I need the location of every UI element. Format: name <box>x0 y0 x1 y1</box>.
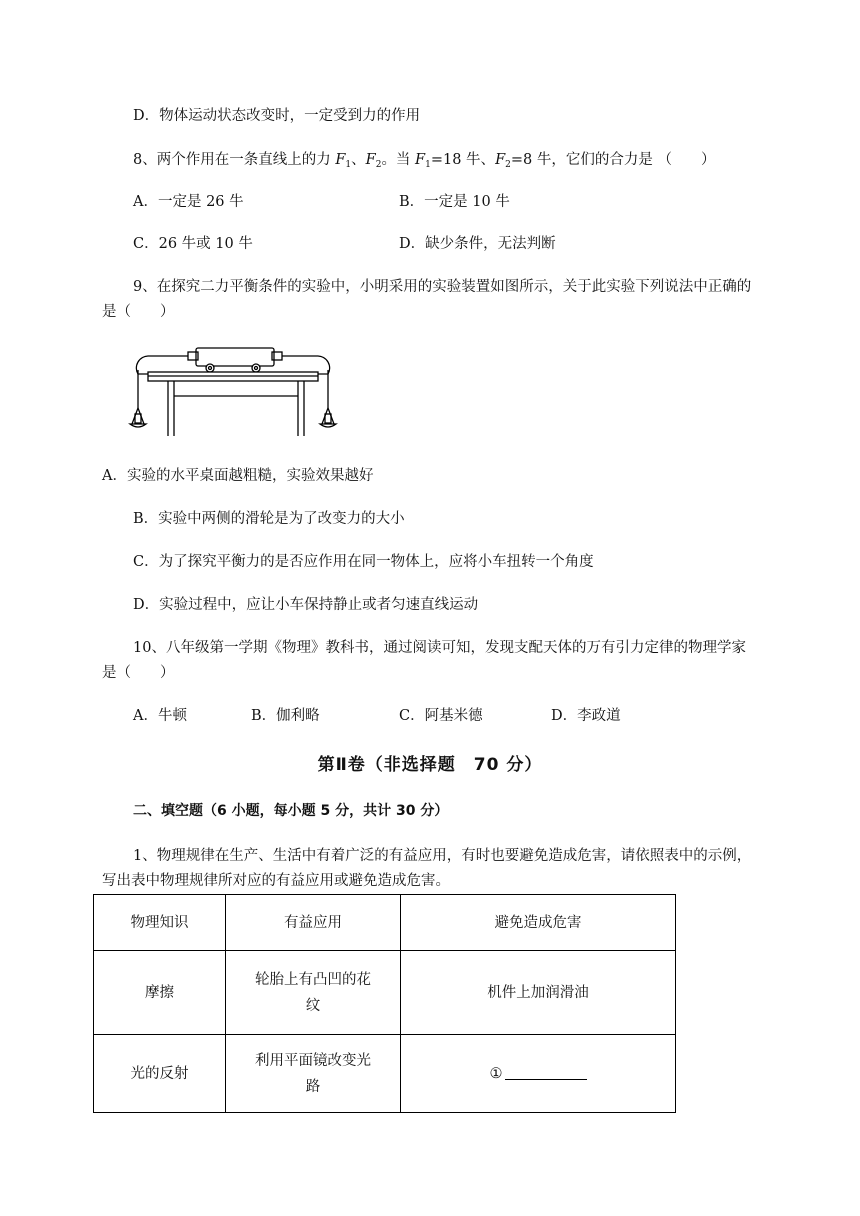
cart-wheel-left <box>206 364 214 372</box>
q8-option-a: A．一定是 26 牛 <box>133 194 244 210</box>
q10-options-row <box>133 706 733 726</box>
q7-option-d: D．物体运动状态改变时，一定受到力的作用 <box>133 108 421 124</box>
table-row <box>94 951 676 1035</box>
q8-options-row-2 <box>133 234 733 254</box>
q10-option-b: B．伽利略 <box>251 708 320 724</box>
q8-v2: =8 牛，它们的合力是 （ ） <box>510 152 716 168</box>
q8-f1-sub: 1 <box>345 160 352 170</box>
q8-f2: F <box>365 152 376 168</box>
q10-option-c: C．阿基米德 <box>399 708 483 724</box>
q8-stem <box>133 150 715 175</box>
blank-marker: ① <box>489 1065 503 1082</box>
cell-benefit-text: 轮胎上有凸凹的花纹 <box>255 971 371 1014</box>
q8-sep: 、 <box>351 152 366 168</box>
q9-option-b: B．实验中两侧的滑轮是为了改变力的大小 <box>133 511 405 527</box>
pan-left <box>130 424 146 427</box>
q10-stem-line2: 是（ ） <box>102 665 175 681</box>
q8-f2b: F <box>495 152 506 168</box>
q8-stem-prefix: 8、两个作用在一条直线上的力 <box>133 152 336 168</box>
q8-option-d: D．缺少条件，无法判断 <box>399 236 556 252</box>
header-knowledge: 物理知识 <box>94 895 226 951</box>
q8-option-b: B．一定是 10 牛 <box>399 194 510 210</box>
q9-stem-line2: 是（ ） <box>102 304 175 320</box>
q8-f1: F <box>335 152 346 168</box>
cell-knowledge: 摩擦 <box>94 951 226 1035</box>
q8-option-c: C．26 牛或 10 牛 <box>133 236 253 252</box>
q10-option-a: A．牛顿 <box>133 708 187 724</box>
cart <box>196 348 274 366</box>
cell-benefit <box>226 1035 401 1113</box>
q10-option-d: D．李政道 <box>551 708 621 724</box>
fill1-stem-line1: 1、物理规律在生产、生活中有着广泛的有益应用，有时也要避免造成危害，请依照表中的示例， <box>133 848 752 864</box>
cell-benefit-text: 利用平面镜改变光路 <box>255 1052 371 1095</box>
cell-benefit <box>226 951 401 1035</box>
pan-right <box>320 424 336 427</box>
q9-option-a: A．实验的水平桌面越粗糙，实验效果越好 <box>102 468 374 484</box>
q8-f2b-sub: 2 <box>505 160 511 170</box>
header-harm: 避免造成危害 <box>401 895 676 951</box>
q8-f1b: F <box>415 152 426 168</box>
table-header-row <box>94 895 676 951</box>
q10-stem-line1: 10、八年级第一学期《物理》教科书，通过阅读可知，发现支配天体的万有引力定律的物理学家 <box>133 640 746 656</box>
part2-title: 第Ⅱ卷（非选择题 70 分） <box>317 755 543 775</box>
q9-option-d: D．实验过程中，应让小车保持静止或者匀速直线运动 <box>133 597 479 613</box>
answer-blank[interactable] <box>505 1065 587 1080</box>
q8-v1: =18 牛、 <box>430 152 496 168</box>
experiment-figure <box>128 342 340 438</box>
q8-f2-sub: 2 <box>375 160 382 170</box>
cart-wheel-right <box>252 364 260 372</box>
section-heading: 二、填空题（6 小题，每小题 5 分，共计 30 分） <box>133 803 449 819</box>
knowledge-table <box>93 894 676 1113</box>
q8-options-row-1 <box>133 192 733 212</box>
fill1-stem-line2: 写出表中物理规律所对应的有益应用或避免造成危害。 <box>102 873 450 889</box>
q8-mid: 。当 <box>381 152 416 168</box>
q9-option-c: C．为了探究平衡力的是否应作用在同一物体上，应将小车扭转一个角度 <box>133 554 594 570</box>
table-row <box>94 1035 676 1113</box>
cell-harm <box>401 1035 676 1113</box>
cell-knowledge: 光的反射 <box>94 1035 226 1113</box>
q9-stem-line1: 9、在探究二力平衡条件的实验中，小明采用的实验装置如图所示，关于此实验下列说法中正确的 <box>133 279 752 295</box>
header-benefit: 有益应用 <box>226 895 401 951</box>
q8-f1b-sub: 1 <box>425 160 431 170</box>
cell-harm: 机件上加润滑油 <box>401 951 676 1035</box>
